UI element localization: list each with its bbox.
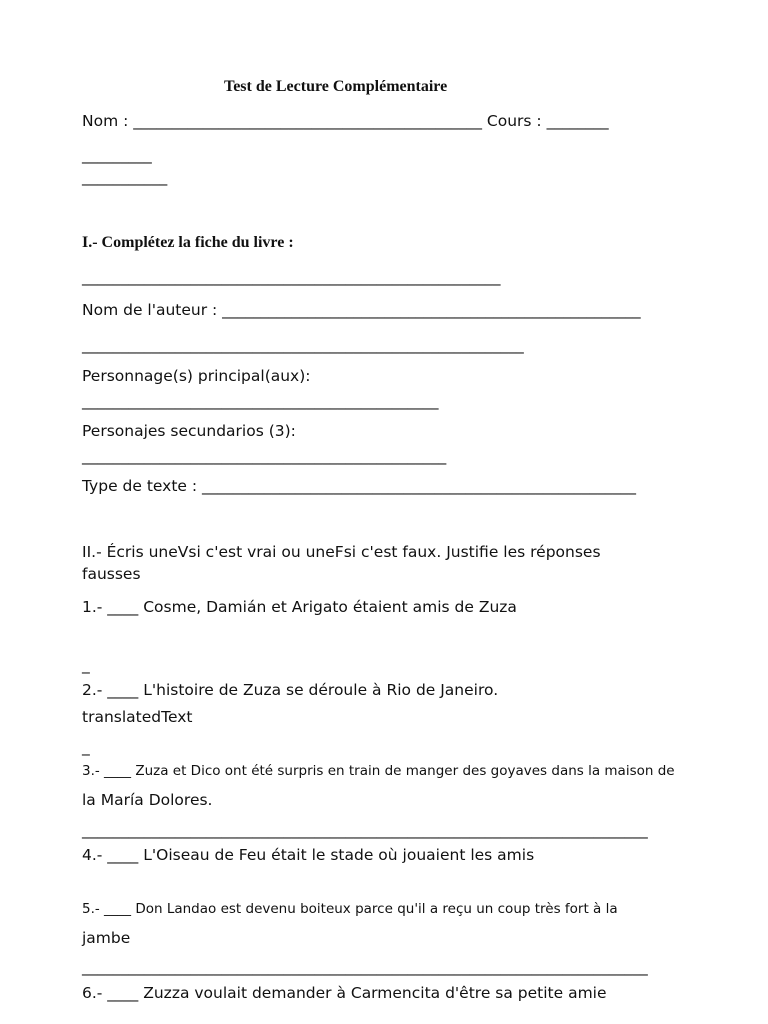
text-type-field: Type de texte : ________________________________________________________ [82, 477, 637, 495]
question-3: 3.- ____ Zuza et Dico ont été surpris en train de manger des goyaves dans la maison de [82, 763, 675, 779]
main-characters-blank: ______________________________________________ [82, 392, 439, 410]
blank-line: _________________________________________________________ [82, 336, 524, 354]
question-2-note: translatedText [82, 708, 193, 726]
name-continuation-line: ___________ [82, 168, 168, 186]
main-characters-label: Personnage(s) principal(aux): [82, 367, 311, 385]
question-2: 2.- ____ L'histoire de Zuza se déroule à Rio de Janeiro. [82, 681, 499, 699]
book-title-blank: ______________________________________________________ [82, 268, 501, 286]
section-2-instructions-cont: fausses [82, 565, 141, 583]
answer-blank-3: _________________________________________________________________________ [82, 821, 648, 839]
question-3-cont: la María Dolores. [82, 791, 213, 809]
question-4: 4.- ____ L'Oiseau de Feu était le stade où jouaient les amis [82, 846, 535, 864]
question-5: 5.- ____ Don Landao est devenu boiteux parce qu'il a reçu un coup très fort à la [82, 901, 618, 917]
name-course-line: Nom : _____________________________________________ Cours : ________ [82, 112, 609, 130]
author-field: Nom de l'auteur : ______________________________________________________ [82, 301, 641, 319]
name-continuation-line: _________ [82, 146, 152, 164]
secondary-characters-label: Personajes secundarios (3): [82, 422, 296, 440]
secondary-characters-blank: _______________________________________________ [82, 447, 447, 465]
section-1-heading: I.- Complétez la fiche du livre : [82, 234, 294, 251]
answer-blank-5: _________________________________________________________________________ [82, 958, 648, 976]
answer-blank-1: _ [82, 656, 90, 674]
page-title: Test de Lecture Complémentaire [224, 78, 448, 95]
answer-blank-2: _ [82, 738, 90, 756]
question-1: 1.- ____ Cosme, Damián et Arigato étaient amis de Zuza [82, 598, 517, 616]
question-5-cont: jambe [82, 929, 131, 947]
question-6: 6.- ____ Zuzza voulait demander à Carmencita d'être sa petite amie [82, 984, 607, 1002]
section-2-instructions: II.- Écris uneVsi c'est vrai ou uneFsi c'est faux. Justifie les réponses [82, 543, 601, 561]
